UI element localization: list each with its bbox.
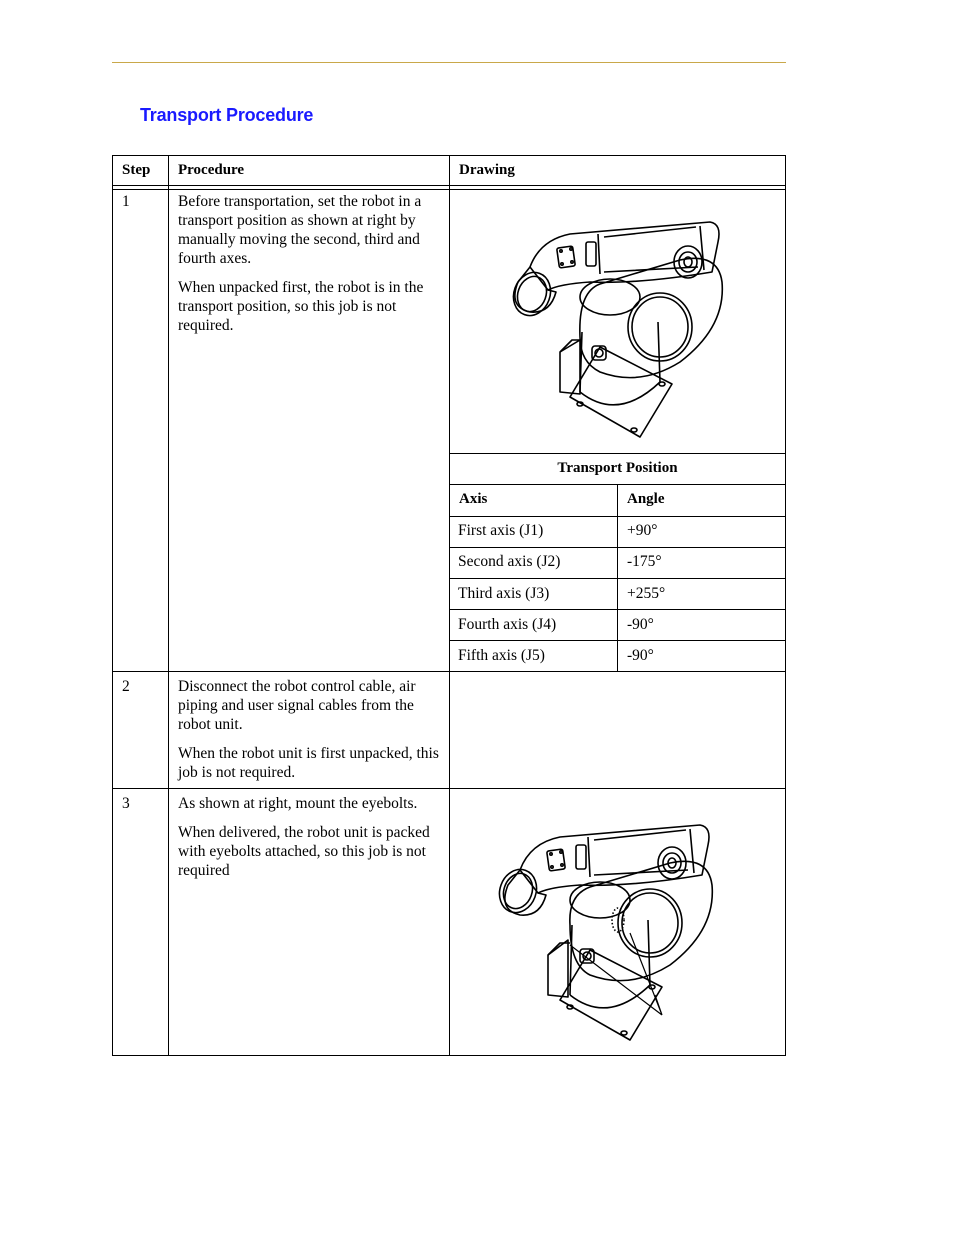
col-angle-header: Angle [627,491,665,507]
axis-label: Fourth axis (J4) [458,616,557,633]
axis-label: First axis (J1) [458,522,544,539]
procedure-paragraph: When unpacked first, the robot is in the transport position, so this job is not required. [178,279,424,334]
subtable-row-rule [449,578,786,579]
subtable-top [449,453,786,454]
subtable-header-rule [449,516,786,517]
header-rule [112,62,786,63]
shoulder-cover [618,889,682,957]
procedure-paragraph: As shown at right, mount the eyebolts. [178,795,418,812]
subtable-row-rule [449,547,786,548]
axis-angle: -90° [627,647,654,664]
procedure-paragraph: When the robot unit is first unpacked, this job is not required. [178,745,439,781]
col-divider-procedure [449,155,450,1056]
header-step: Step [122,162,151,178]
header-rule-a [112,185,786,186]
section-title: Transport Procedure [140,105,314,125]
axis-angle: -90° [627,616,654,633]
header-procedure: Procedure [178,162,245,178]
col-axis-header: Axis [459,491,488,507]
base-plate [560,950,662,1040]
procedure-text [178,794,440,890]
axis-label: Third axis (J3) [458,585,550,602]
header-drawing: Drawing [459,162,515,178]
procedure-paragraph: Disconnect the robot control cable, air piping and user signal cables from the robot unit. [178,678,416,733]
procedure-paragraph: When delivered, the robot unit is packed with eyebolts attached, so this job is not required [178,824,430,879]
step-number: 1 [122,193,130,210]
axis-label: Fifth axis (J5) [458,647,545,664]
step-number: 3 [122,795,130,812]
procedure-paragraph: Before transportation, set the robot in a transport position as shown at right by manually moving the second, third and fourth axes. [178,193,422,267]
col-divider-step [168,155,169,1056]
robot-transport-drawing [500,212,740,442]
robot-eyebolt-drawing [490,815,730,1045]
row-divider-1 [112,671,786,672]
procedure-text [178,192,440,345]
subtable-title-rule [449,484,786,485]
subtable-row-rule [449,640,786,641]
axis-angle: +255° [627,585,666,602]
transport-position-title: Transport Position [557,460,678,476]
axis-angle: +90° [627,522,658,539]
axis-angle: -175° [627,553,662,570]
axis-label: Second axis (J2) [458,553,561,570]
procedure-text [178,677,440,792]
subtable-row-rule [449,609,786,610]
step-number: 2 [122,678,130,695]
header-rule-b [112,189,786,190]
